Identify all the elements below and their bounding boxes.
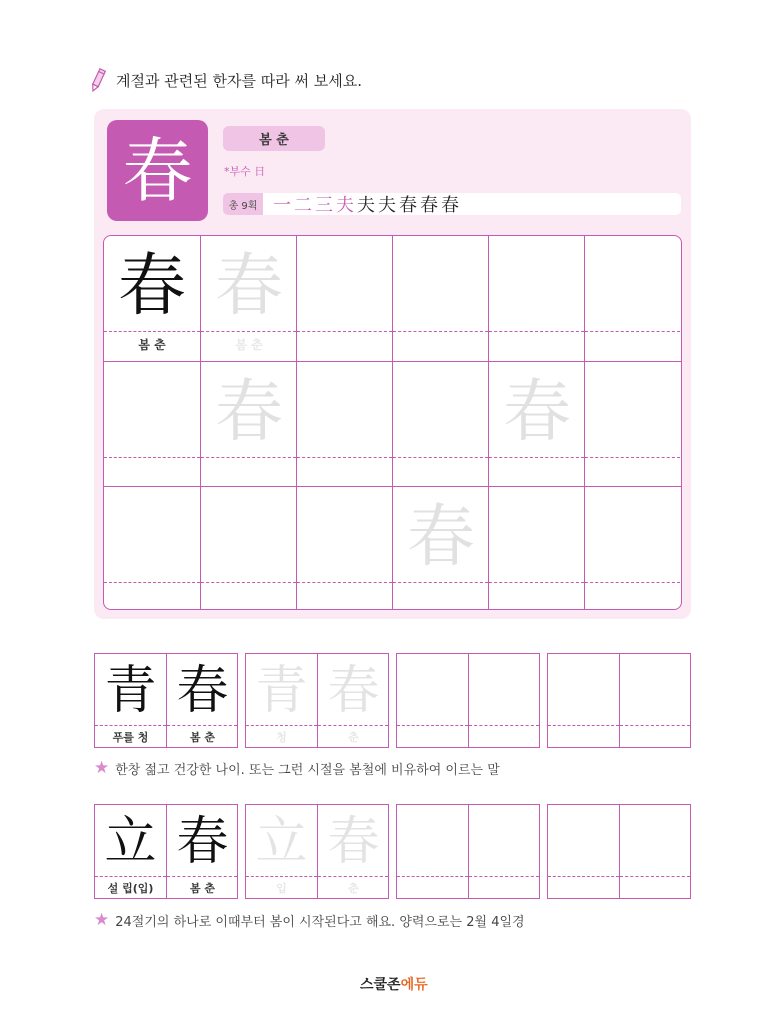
word-char-caption: 설 립(입) — [107, 882, 154, 895]
practice-cell[interactable] — [200, 236, 296, 361]
word-blank-box[interactable] — [547, 804, 691, 899]
trace-char: 春 — [502, 372, 571, 452]
word-char: 春 — [176, 661, 229, 721]
word-description-2 — [94, 910, 525, 930]
stroke-order-bar — [223, 193, 681, 215]
word-trace-caption: 춘 — [348, 731, 359, 744]
stroke-step: 夫 — [357, 195, 375, 216]
practice-cell[interactable] — [488, 236, 584, 361]
stroke-step: 夫 — [336, 195, 354, 216]
trace-caption: 봄 춘 — [235, 338, 263, 352]
practice-cell[interactable] — [104, 487, 200, 610]
practice-cell[interactable] — [584, 362, 680, 487]
word-description-1 — [94, 758, 500, 778]
word-trace-char: 春 — [327, 812, 380, 872]
practice-row — [104, 236, 681, 361]
word-trace-box[interactable] — [245, 653, 389, 748]
word-char: 立 — [104, 812, 157, 872]
hanja-radical: *부수 日 — [224, 165, 266, 178]
practice-cell[interactable] — [584, 487, 680, 610]
instruction — [88, 66, 362, 94]
practice-cell[interactable] — [392, 236, 488, 361]
word-blank-box[interactable] — [547, 653, 691, 748]
word-trace-box[interactable] — [245, 804, 389, 899]
practice-cell[interactable] — [392, 362, 488, 487]
word-char-caption: 봄 춘 — [189, 731, 216, 744]
practice-cell[interactable] — [104, 236, 200, 361]
practice-cell[interactable] — [488, 487, 584, 610]
word-blank-box[interactable] — [396, 653, 540, 748]
practice-cell[interactable] — [296, 362, 392, 487]
logo-text-accent: 에듀 — [400, 977, 428, 993]
model-char: 春 — [117, 246, 186, 326]
word-trace-char: 春 — [327, 661, 380, 721]
practice-cell[interactable] — [392, 487, 488, 610]
stroke-step: 春 — [399, 195, 417, 216]
pencil-icon — [88, 67, 108, 93]
trace-char: 春 — [214, 372, 283, 452]
word-char-caption: 봄 춘 — [189, 882, 216, 895]
stroke-step: 一 — [273, 195, 291, 216]
practice-row — [104, 486, 681, 610]
word-char: 春 — [176, 812, 229, 872]
logo-text-main: 스쿨존 — [360, 977, 401, 993]
word-char-caption: 푸를 청 — [112, 731, 149, 744]
hanja-meaning: 봄 춘 — [223, 126, 325, 151]
word-trace-char: 立 — [255, 812, 308, 872]
word-model-box — [94, 653, 238, 748]
word-char: 青 — [104, 661, 157, 721]
word-trace-caption: 춘 — [348, 882, 359, 895]
practice-cell[interactable] — [104, 362, 200, 487]
word-model-box — [94, 804, 238, 899]
practice-cell[interactable] — [200, 487, 296, 610]
star-icon: ★ — [94, 758, 110, 778]
model-caption: 봄 춘 — [138, 338, 166, 352]
practice-cell[interactable] — [200, 362, 296, 487]
word-blank-box[interactable] — [396, 804, 540, 899]
trace-char: 春 — [406, 497, 475, 577]
stroke-count: 총 9획 — [223, 193, 263, 215]
star-icon: ★ — [94, 910, 110, 930]
trace-char: 春 — [214, 246, 283, 326]
word-trace-char: 青 — [255, 661, 308, 721]
description-text: 24절기의 하나로 이때부터 봄이 시작된다고 해요. 양력으로는 2월 4일경 — [115, 914, 525, 930]
practice-cell[interactable] — [488, 362, 584, 487]
practice-grid — [103, 235, 682, 610]
instruction-text: 계절과 관련된 한자를 따라 써 보세요. — [116, 71, 362, 90]
practice-cell[interactable] — [584, 236, 680, 361]
word-trace-caption: 청 — [276, 731, 287, 744]
stroke-step: 夫 — [378, 195, 396, 216]
word-trace-caption: 입 — [276, 882, 287, 895]
stroke-step: 春 — [420, 195, 438, 216]
stroke-step: 春 — [441, 195, 459, 216]
stroke-sequence — [273, 193, 459, 215]
stroke-step: 三 — [315, 195, 333, 216]
description-text: 한창 젊고 건강한 나이. 또는 그런 시절을 봄철에 비유하여 이르는 말 — [115, 762, 500, 778]
practice-row — [104, 361, 681, 486]
hanja-big-char: 春 — [107, 120, 208, 221]
practice-cell[interactable] — [296, 487, 392, 610]
stroke-step: 二 — [294, 195, 312, 216]
practice-cell[interactable] — [296, 236, 392, 361]
brand-logo — [360, 974, 428, 994]
